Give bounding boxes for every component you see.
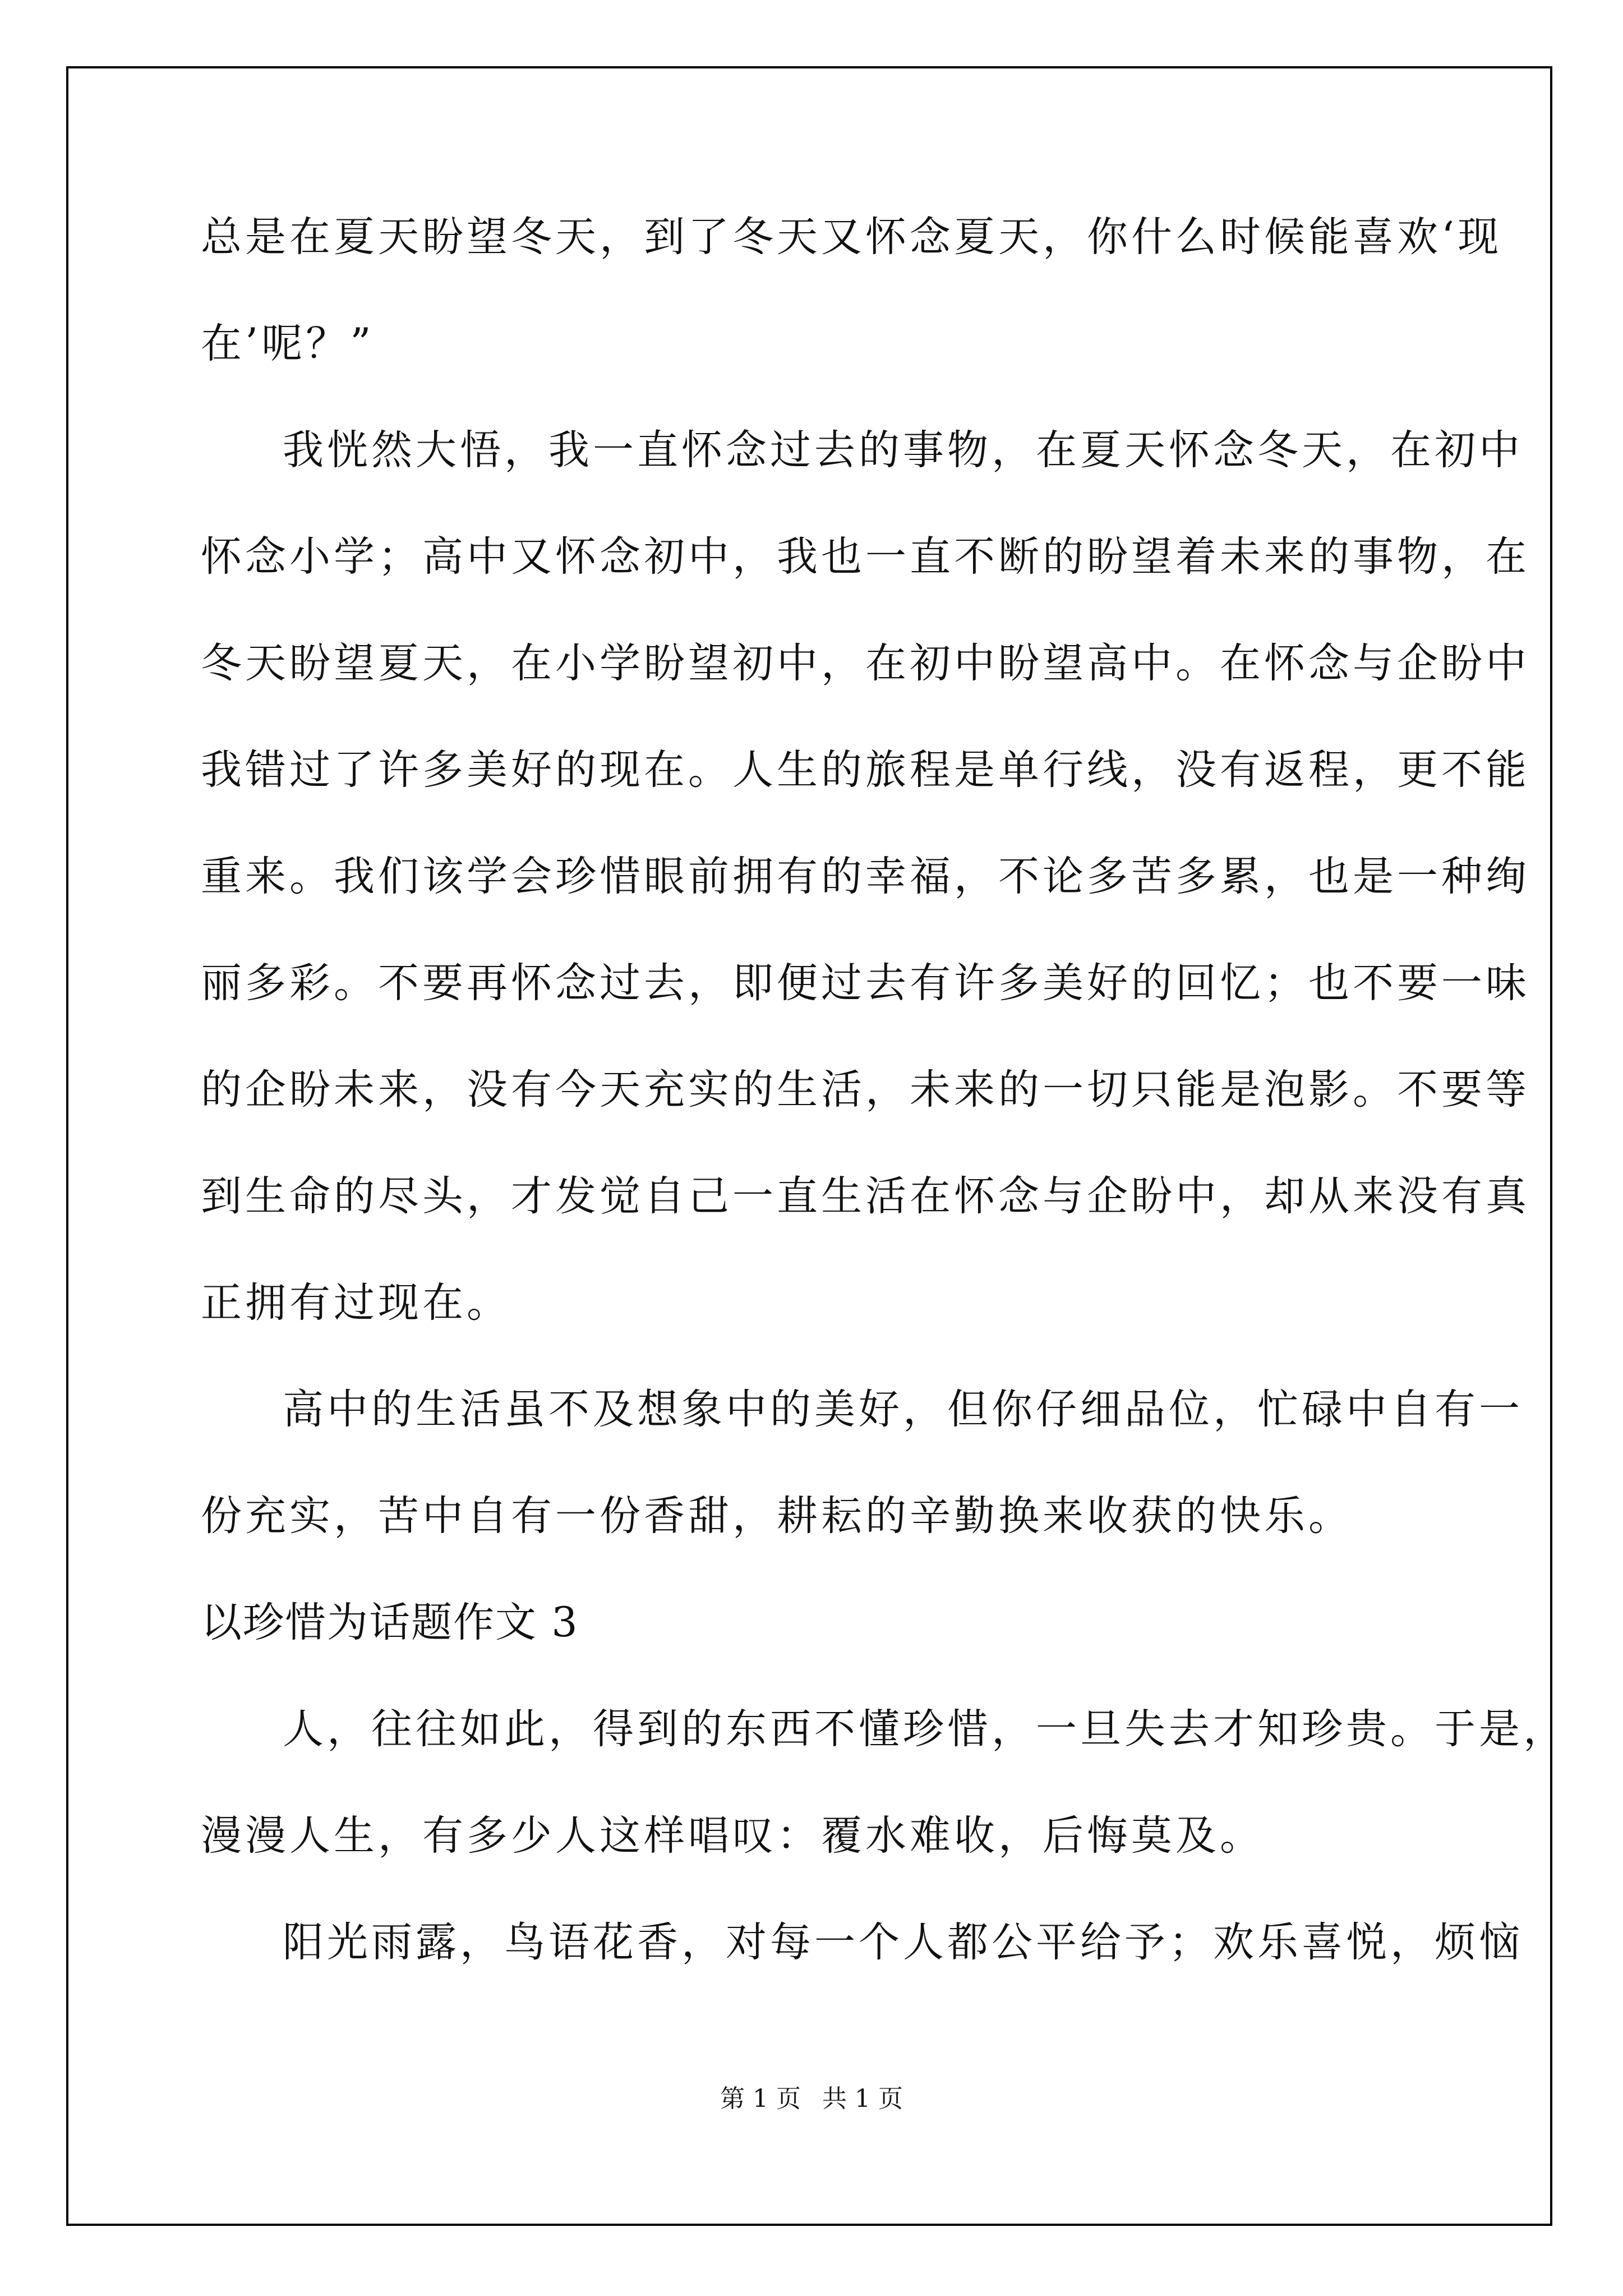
- text-line-7: 重来。我们该学会珍惜眼前拥有的幸福，不论多苦多累，也是一种绚: [201, 853, 1530, 900]
- paragraph-3-first-line: 高中的生活虽不及想象中的美好，但你仔细品位，忙碌中自有一: [283, 1386, 1523, 1433]
- text-line-4: 怀念小学；高中又怀念初中，我也一直不断的盼望着未来的事物，在: [201, 533, 1530, 581]
- page-footer: [0, 2082, 1623, 2116]
- text-line-1: 总是在夏天盼望冬天，到了冬天又怀念夏天，你什么时候能喜欢‘现: [201, 213, 1502, 261]
- page-number: 第 1 页: [720, 2085, 801, 2113]
- text-line-13: 份充实，苦中自有一份香甜，耕耘的辛勤换来收获的快乐。: [201, 1492, 1353, 1540]
- paragraph-5-first-line: 阳光雨露，鸟语花香，对每一个人都公平给予；欢乐喜悦，烦恼: [283, 1918, 1523, 1966]
- paragraph-4-first-line: 人，往往如此，得到的东西不懂珍惜，一旦失去才知珍贵。于是，: [283, 1705, 1567, 1753]
- text-line-9: 的企盼未来，没有今天充实的生活，未来的一切只能是泡影。不要等: [201, 1066, 1530, 1114]
- text-line-5: 冬天盼望夏天，在小学盼望初中，在初中盼望高中。在怀念与企盼中: [201, 639, 1530, 687]
- text-line-11: 正拥有过现在。: [201, 1279, 511, 1327]
- text-line-6: 我错过了许多美好的现在。人生的旅程是单行线，没有返程，更不能: [201, 746, 1530, 794]
- text-line-10: 到生命的尽头，才发觉自己一直生活在怀念与企盼中，却从来没有真: [201, 1172, 1530, 1220]
- page-border: [66, 66, 1552, 2226]
- paragraph-2-first-line: 我恍然大悟，我一直怀念过去的事物，在夏天怀念冬天，在初中: [283, 426, 1523, 474]
- page-total: 共 1 页: [822, 2085, 903, 2113]
- text-line-2: 在’呢？”: [201, 320, 375, 367]
- text-line-8: 丽多彩。不要再怀念过去，即便过去有许多美好的回忆；也不要一味: [201, 959, 1530, 1007]
- text-line-16: 漫漫人生，有多少人这样唱叹：覆水难收，后悔莫及。: [201, 1812, 1264, 1860]
- section-heading: 以珍惜为话题作文 3: [201, 1599, 579, 1646]
